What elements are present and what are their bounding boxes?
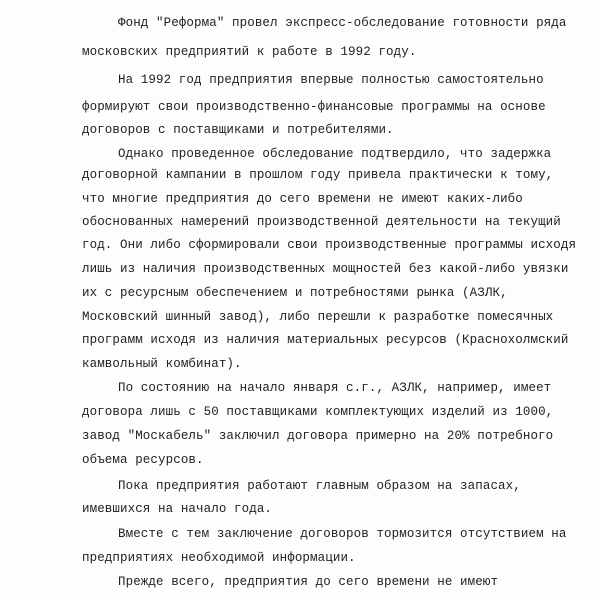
text-line: их с ресурсным обеспечением и потребностями рынка (АЗЛК, xyxy=(82,286,508,300)
text-line: Однако проведенное обследование подтвердило, что задержка xyxy=(118,147,552,161)
text-line: Пока предприятия работают главным образом на запасах, xyxy=(118,479,521,493)
text-line: договора лишь с 50 поставщиками комплектующих изделий из 1000, xyxy=(82,405,554,419)
text-line: программ исходя из наличия материальных ресурсов (Краснохолмский xyxy=(82,333,569,347)
text-line: Вместе с тем заключение договоров тормозится отсутствием на xyxy=(118,527,567,541)
text-line: обоснованных намерений производственной деятельности на текущий xyxy=(82,215,561,229)
text-line: Фонд "Реформа" провел экспресс-обследование готовности ряда xyxy=(118,16,567,30)
text-line: формируют свои производственно-финансовые программы на основе xyxy=(82,100,546,114)
text-line: камвольный комбинат). xyxy=(82,357,242,371)
text-line: Прежде всего, предприятия до сего времени не имеют xyxy=(118,575,499,589)
text-line: На 1992 год предприятия впервые полностью самостоятельно xyxy=(118,73,544,87)
text-line: договорной кампании в прошлом году привела практически к тому, xyxy=(82,168,554,182)
text-line: лишь из наличия производственных мощностей без какой-либо увязки xyxy=(82,262,569,276)
text-line: объема ресурсов. xyxy=(82,453,204,467)
text-line: Московский шинный завод), либо перешли к разработке помесячных xyxy=(82,310,554,324)
text-line: договоров с поставщиками и потребителями. xyxy=(82,123,394,137)
text-line: что многие предприятия до сего времени не имеют каких-либо xyxy=(82,192,523,206)
text-line: завод "Москабель" заключил договора примерно на 20% потребного xyxy=(82,429,554,443)
text-line: год. Они либо сформировали свои производственные программы исходя xyxy=(82,238,577,252)
text-line: предприятиях необходимой информации. xyxy=(82,551,356,565)
text-line: По состоянию на начало января с.г., АЗЛК, например, имеет xyxy=(118,381,552,395)
text-line: имевшихся на начало года. xyxy=(82,502,273,516)
text-line: московских предприятий к работе в 1992 году. xyxy=(82,45,417,59)
